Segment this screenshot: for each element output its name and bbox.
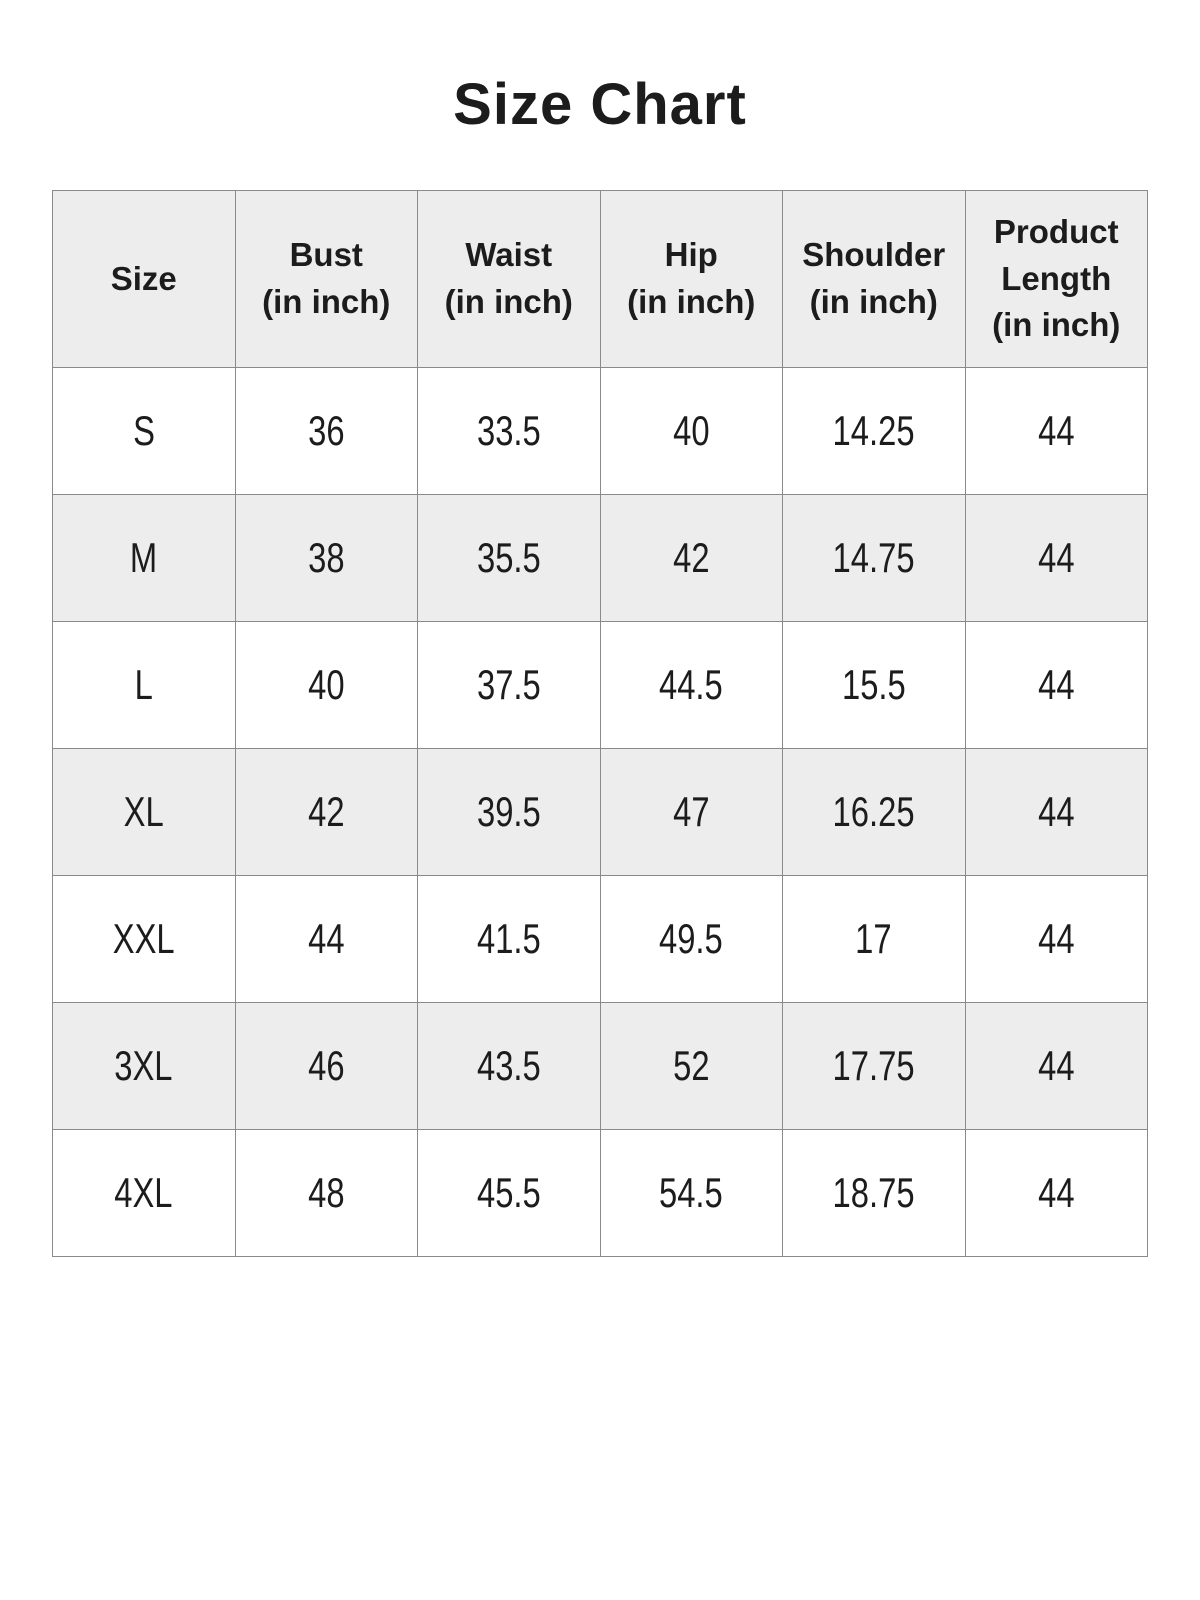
- size-value: L: [134, 661, 153, 708]
- cell-product-length: [965, 495, 1148, 622]
- cell-product-length: [965, 876, 1148, 1003]
- size-value: XXL: [112, 915, 175, 962]
- table-body: [53, 368, 1148, 1257]
- column-label: Hip: [664, 236, 718, 274]
- cell-hip: [600, 368, 783, 495]
- waist-value: 35.5: [476, 534, 541, 581]
- cell-size: [53, 1003, 236, 1130]
- cell-bust: [235, 622, 418, 749]
- cell-size: [53, 749, 236, 876]
- product-length-value: 44: [1038, 534, 1075, 581]
- cell-waist: [418, 622, 601, 749]
- cell-waist: [418, 749, 601, 876]
- header-row: [53, 191, 1148, 368]
- cell-waist: [418, 368, 601, 495]
- shoulder-value: 17: [855, 915, 892, 962]
- column-unit: (in inch): [627, 283, 756, 320]
- column-unit: (in inch): [809, 283, 938, 320]
- column-label: Size: [110, 259, 177, 297]
- column-header-bust: [235, 191, 418, 368]
- table-row-m: [53, 495, 1148, 622]
- cell-bust: [235, 495, 418, 622]
- shoulder-value: 16.25: [832, 788, 915, 835]
- cell-hip: [600, 622, 783, 749]
- shoulder-value: 17.75: [832, 1042, 915, 1089]
- cell-waist: [418, 495, 601, 622]
- hip-value: 42: [673, 534, 710, 581]
- size-chart-container: [52, 190, 1148, 1257]
- cell-hip: [600, 1003, 783, 1130]
- cell-shoulder: [783, 495, 966, 622]
- table-row-4xl: [53, 1130, 1148, 1257]
- bust-value: 44: [308, 915, 345, 962]
- column-header-hip: [600, 191, 783, 368]
- product-length-value: 44: [1038, 788, 1075, 835]
- bust-value: 38: [308, 534, 345, 581]
- table-row-3xl: [53, 1003, 1148, 1130]
- cell-shoulder: [783, 749, 966, 876]
- product-length-value: 44: [1038, 1042, 1075, 1089]
- shoulder-value: 14.75: [832, 534, 915, 581]
- table-row-xl: [53, 749, 1148, 876]
- cell-hip: [600, 749, 783, 876]
- table-row-s: [53, 368, 1148, 495]
- column-unit: (in inch): [262, 283, 391, 320]
- column-header-product-length: [965, 191, 1148, 368]
- column-unit: (in inch): [444, 283, 573, 320]
- size-chart-table: [52, 190, 1148, 1257]
- cell-product-length: [965, 1003, 1148, 1130]
- hip-value: 40: [673, 407, 710, 454]
- page-title: Size Chart: [453, 72, 747, 137]
- column-header-waist: [418, 191, 601, 368]
- cell-waist: [418, 1130, 601, 1257]
- cell-bust: [235, 1003, 418, 1130]
- cell-waist: [418, 1003, 601, 1130]
- cell-size: [53, 876, 236, 1003]
- cell-hip: [600, 876, 783, 1003]
- waist-value: 37.5: [476, 661, 541, 708]
- waist-value: 43.5: [476, 1042, 541, 1089]
- cell-shoulder: [783, 368, 966, 495]
- bust-value: 42: [308, 788, 345, 835]
- cell-bust: [235, 876, 418, 1003]
- hip-value: 44.5: [659, 661, 724, 708]
- size-value: S: [132, 407, 155, 454]
- size-value: XL: [123, 788, 164, 835]
- cell-size: [53, 495, 236, 622]
- table-header: [53, 191, 1148, 368]
- cell-product-length: [965, 1130, 1148, 1257]
- size-value: 4XL: [114, 1169, 173, 1216]
- product-length-value: 44: [1038, 915, 1075, 962]
- shoulder-value: 14.25: [832, 407, 915, 454]
- cell-shoulder: [783, 876, 966, 1003]
- shoulder-value: 18.75: [832, 1169, 915, 1216]
- cell-size: [53, 622, 236, 749]
- product-length-value: 44: [1038, 1169, 1075, 1216]
- table-row-xxl: [53, 876, 1148, 1003]
- product-length-value: 44: [1038, 661, 1075, 708]
- cell-shoulder: [783, 1003, 966, 1130]
- cell-shoulder: [783, 622, 966, 749]
- column-label: Shoulder: [802, 236, 946, 274]
- column-label: Product Length: [993, 212, 1119, 297]
- hip-value: 54.5: [659, 1169, 724, 1216]
- cell-product-length: [965, 368, 1148, 495]
- column-unit: (in inch): [992, 306, 1121, 344]
- cell-product-length: [965, 749, 1148, 876]
- waist-value: 45.5: [476, 1169, 541, 1216]
- size-value: 3XL: [114, 1042, 173, 1089]
- cell-hip: [600, 1130, 783, 1257]
- column-header-size: [53, 191, 236, 368]
- hip-value: 47: [673, 788, 710, 835]
- waist-value: 33.5: [476, 407, 541, 454]
- cell-product-length: [965, 622, 1148, 749]
- shoulder-value: 15.5: [841, 661, 906, 708]
- column-label: Bust: [289, 236, 363, 274]
- cell-waist: [418, 876, 601, 1003]
- hip-value: 49.5: [659, 915, 724, 962]
- cell-size: [53, 368, 236, 495]
- column-label: Waist: [465, 236, 553, 274]
- size-value: M: [130, 534, 158, 581]
- bust-value: 40: [308, 661, 345, 708]
- hip-value: 52: [673, 1042, 710, 1089]
- bust-value: 36: [308, 407, 345, 454]
- cell-bust: [235, 1130, 418, 1257]
- cell-hip: [600, 495, 783, 622]
- column-header-shoulder: [783, 191, 966, 368]
- waist-value: 41.5: [476, 915, 541, 962]
- cell-bust: [235, 749, 418, 876]
- cell-shoulder: [783, 1130, 966, 1257]
- waist-value: 39.5: [476, 788, 541, 835]
- table-row-l: [53, 622, 1148, 749]
- product-length-value: 44: [1038, 407, 1075, 454]
- cell-size: [53, 1130, 236, 1257]
- bust-value: 48: [308, 1169, 345, 1216]
- cell-bust: [235, 368, 418, 495]
- bust-value: 46: [308, 1042, 345, 1089]
